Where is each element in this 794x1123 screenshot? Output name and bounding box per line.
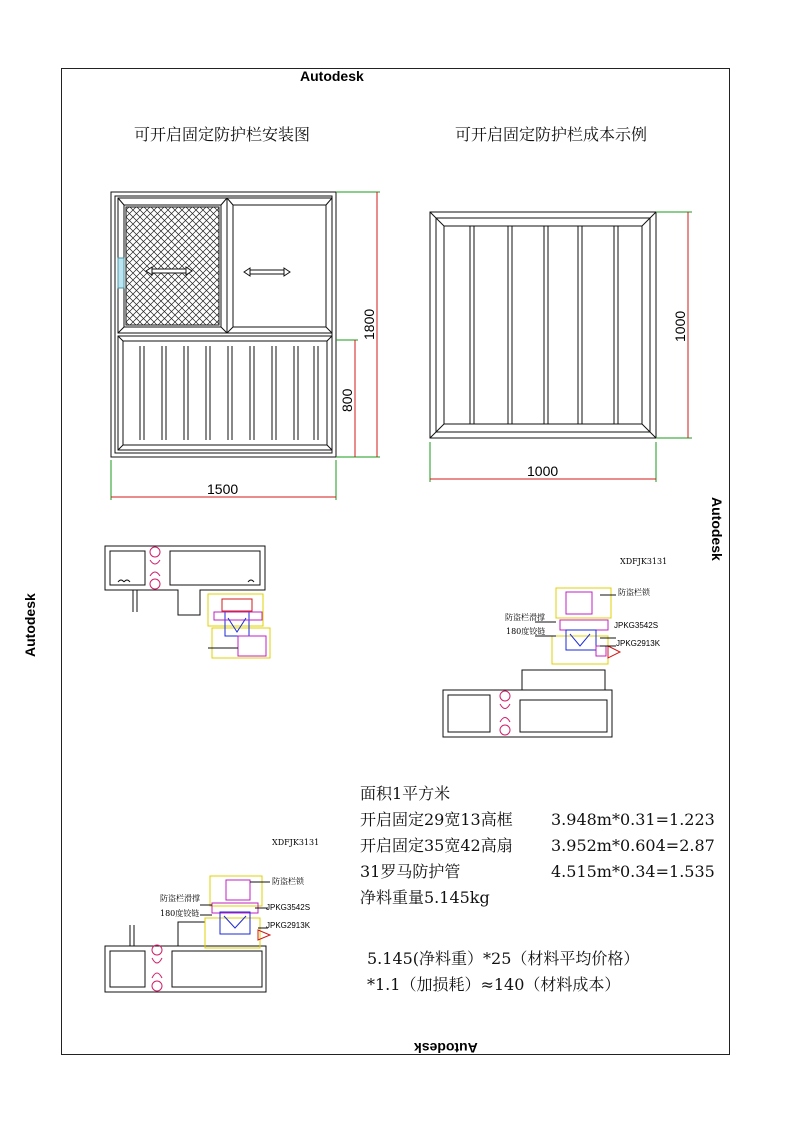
area-note: 面积1平方米 — [360, 784, 451, 803]
cost-line-2: *1.1（加损耗）≈140（材料成本） — [367, 975, 621, 994]
install-elevation — [111, 192, 336, 457]
watermark-right: Autodesk — [709, 497, 725, 561]
material-item: 开启固定35宽42高扇 — [360, 836, 513, 855]
cost-calculation — [367, 946, 639, 998]
detail3-slide-label: 防盗栏滑撑 — [160, 894, 200, 903]
detail3-lock-label: 防盗栏锁 — [272, 877, 304, 886]
material-calc: 3.952m*0.604=2.87 — [551, 836, 715, 855]
install-height-label: 1800 — [361, 308, 377, 340]
sample-elevation — [430, 212, 656, 438]
detail2-hinge-label: 180度铰链 — [506, 627, 546, 636]
cost-line-1: 5.145(净料重）*25（材料平均价格） — [367, 949, 640, 968]
watermark-bottom: Autodesk — [414, 1040, 478, 1056]
detail2-lock-label: 防盗栏锁 — [618, 588, 650, 597]
detail3-part1: JPKG3542S — [266, 903, 311, 912]
section-detail-1 — [105, 546, 270, 658]
guard-bars — [140, 346, 318, 440]
detail2-part2: JPKG2913K — [616, 639, 661, 648]
install-width-label: 1500 — [207, 481, 239, 497]
install-lower-height-label: 800 — [339, 388, 355, 412]
material-item: 开启固定29宽13高框 — [360, 810, 513, 829]
detail3-part2: JPKG2913K — [266, 921, 311, 930]
material-row — [360, 833, 715, 859]
sample-dimension-lines — [430, 212, 692, 482]
detail3-hinge-label: 180度铰链 — [160, 909, 200, 918]
slide-arrow-icon — [244, 268, 290, 276]
material-notes — [360, 781, 715, 911]
detail2-code: XDFJK3131 — [620, 557, 668, 566]
net-weight-note: 净料重量5.145kg — [360, 888, 490, 907]
install-title: 可开启固定防护栏安装图 — [134, 125, 311, 144]
detail2-part1: JPKG3542S — [614, 621, 659, 630]
material-calc: 3.948m*0.31=1.223 — [551, 810, 715, 829]
section-detail-2 — [443, 588, 620, 737]
watermark-left: Autodesk — [22, 593, 38, 657]
sample-height-label: 1000 — [672, 310, 688, 342]
material-calc: 4.515m*0.34=1.535 — [551, 862, 715, 881]
material-row — [360, 807, 715, 833]
material-row — [360, 859, 715, 885]
material-item: 31罗马防护管 — [360, 862, 461, 881]
detail3-code: XDFJK3131 — [272, 838, 320, 847]
sample-width-label: 1000 — [527, 463, 559, 479]
detail2-slide-label: 防盗栏滑撑 — [505, 613, 545, 622]
cost-title: 可开启固定防护栏成本示例 — [455, 125, 648, 144]
watermark-top: Autodesk — [300, 68, 364, 84]
